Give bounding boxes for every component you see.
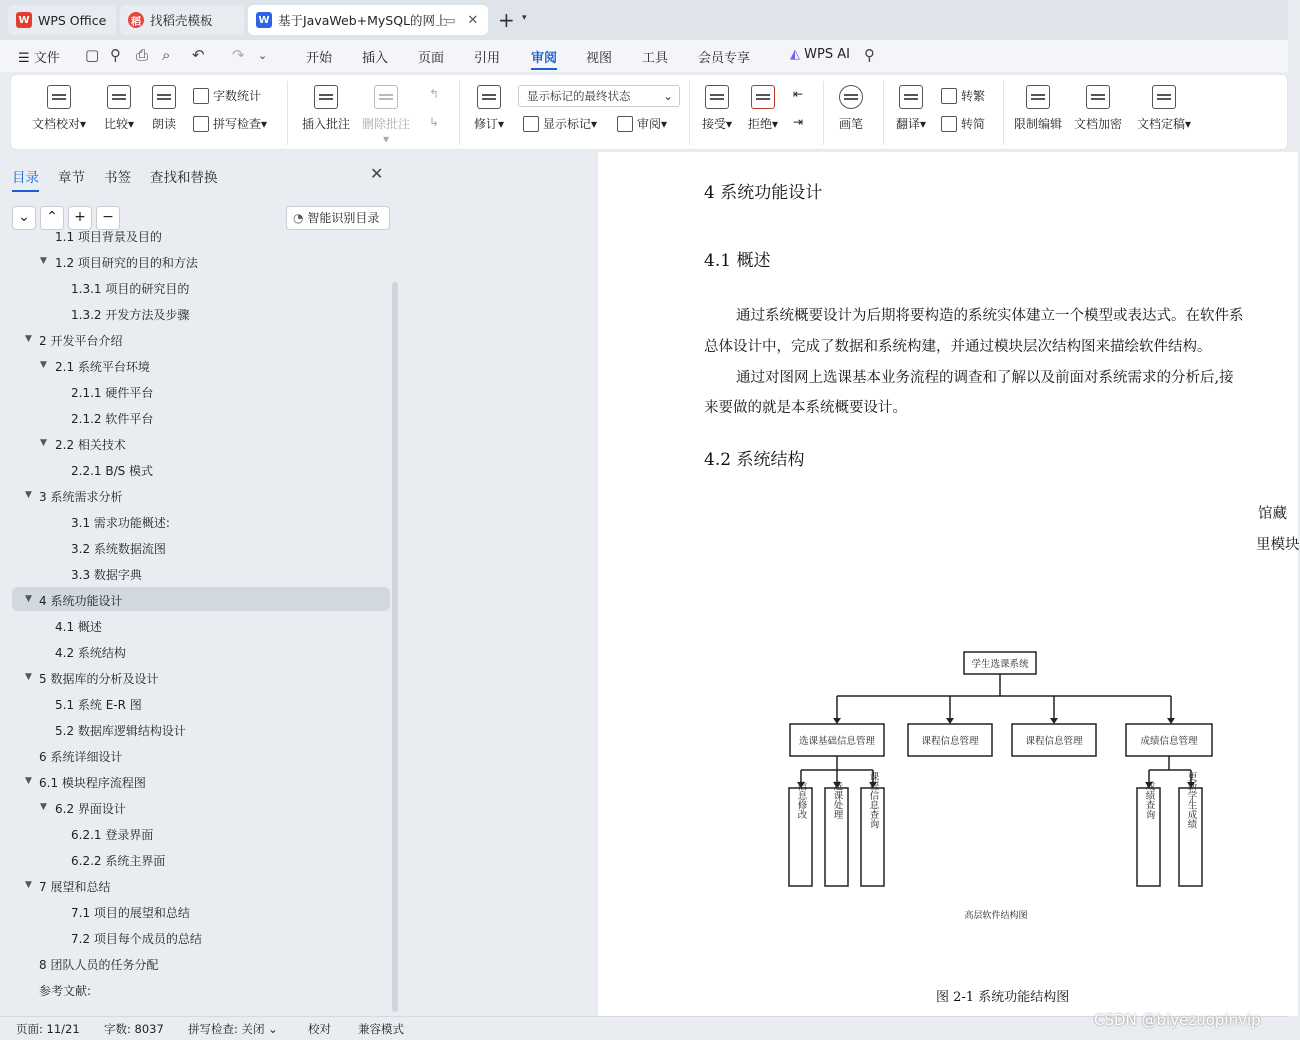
- finalize-label: 文档定稿: [1136, 117, 1185, 131]
- encrypt-label: 文档加密: [1073, 117, 1122, 131]
- toc-item[interactable]: 3.2 系统数据流图: [71, 542, 166, 556]
- file-label: 文件: [33, 51, 60, 66]
- remove-heading-button[interactable]: [96, 206, 120, 230]
- accept-label: 接受: [701, 117, 726, 131]
- menu-start[interactable]: 开始: [306, 51, 333, 66]
- to-traditional-button[interactable]: [941, 87, 985, 104]
- to-trad-label: 转繁: [961, 89, 986, 103]
- undo-icon[interactable]: ↶: [192, 46, 205, 64]
- toc-item[interactable]: 7 展望和总结: [39, 880, 111, 894]
- toc-item[interactable]: 3 系统需求分析: [39, 490, 123, 504]
- toc-item[interactable]: 2.2.1 B/S 模式: [71, 464, 154, 478]
- menu-tools[interactable]: 工具: [642, 51, 669, 66]
- chevron-down-icon: ⌄: [18, 209, 30, 225]
- menu-view[interactable]: 视图: [586, 51, 613, 66]
- toc-item[interactable]: 1.2 项目研究的目的和方法: [55, 256, 198, 270]
- menu-member[interactable]: 会员专享: [698, 51, 751, 66]
- save-icon[interactable]: ▢: [85, 46, 100, 64]
- leaf-label: 选课处理: [831, 781, 843, 819]
- review-ribbon: [10, 74, 1288, 150]
- compare-button[interactable]: 比较▾: [99, 85, 139, 132]
- toc-expand-icon[interactable]: ▼: [40, 360, 47, 370]
- prev-comment-icon[interactable]: ↰: [429, 87, 440, 101]
- menu-reference[interactable]: 引用: [474, 51, 501, 66]
- review-label: 审阅: [637, 117, 662, 131]
- toc-item[interactable]: 3.1 需求功能概述:: [71, 516, 170, 530]
- smart-toc-label: 智能识别目录: [307, 211, 380, 225]
- module-label: 成绩信息管理: [1140, 736, 1198, 747]
- toc-item[interactable]: 6.2 界面设计: [55, 802, 126, 816]
- new-tab-icon[interactable]: +: [498, 8, 515, 32]
- module-label: 课程信息管理: [1025, 736, 1083, 747]
- print-icon[interactable]: ⎙: [136, 46, 149, 64]
- accept-icon: [705, 85, 729, 109]
- toc-item[interactable]: 1.3.2 开发方法及步骤: [71, 308, 190, 322]
- spell-check-status[interactable]: 拼写检查: 关闭 ⌄: [188, 1022, 278, 1036]
- more-icon[interactable]: ⌄: [258, 49, 268, 62]
- reject-label: 拒绝: [747, 117, 772, 131]
- toc-expand-icon[interactable]: ▼: [25, 880, 32, 890]
- tab-wps-office[interactable]: [8, 5, 116, 35]
- wps-logo-icon: W: [16, 12, 32, 28]
- toc-item[interactable]: 5.2 数据库逻辑结构设计: [55, 724, 186, 738]
- revise-label: 修订: [473, 117, 498, 131]
- close-pane-icon[interactable]: ✕: [370, 164, 384, 183]
- root-label: 学生选课系统: [971, 659, 1029, 670]
- wps-ai-button[interactable]: [790, 47, 850, 62]
- spell-status-label: 拼写检查: 关闭: [188, 1022, 265, 1036]
- toc-item[interactable]: 7.2 项目每个成员的总结: [71, 932, 202, 946]
- spell-check-icon: [193, 116, 209, 132]
- doc-check-button[interactable]: 文档校对▾: [29, 85, 89, 132]
- ai-label: WPS AI: [804, 47, 850, 62]
- lock-doc-icon: [1026, 85, 1050, 109]
- toc-item[interactable]: 2.2 相关技术: [55, 438, 126, 452]
- toc-list: [0, 230, 390, 1014]
- translate-button[interactable]: 翻译▾: [893, 85, 929, 132]
- show-marks-button[interactable]: 显示标记 ▾: [523, 115, 597, 132]
- leaf-label: 更新学生成绩: [1185, 771, 1197, 829]
- menu-page[interactable]: 页面: [418, 51, 445, 66]
- tab-bookmark[interactable]: 书签: [104, 170, 131, 186]
- pen-label: 画笔: [838, 117, 863, 131]
- chevron-up-icon: ⌃: [46, 209, 58, 225]
- markup-state-value: 显示标记的最终状态: [527, 89, 631, 103]
- pen-icon: [839, 85, 863, 109]
- reject-button[interactable]: 拒绝▾: [745, 85, 781, 132]
- structure-diagram: [778, 648, 1228, 928]
- menu-insert[interactable]: 插入: [362, 51, 389, 66]
- comment-icon: [314, 85, 338, 109]
- monitor-icon: ▭: [445, 13, 456, 27]
- file-menu[interactable]: [18, 47, 60, 66]
- toc-item[interactable]: 7.1 项目的展望和总结: [71, 906, 190, 920]
- add-heading-button[interactable]: [68, 206, 92, 230]
- tab-bar: [0, 0, 1288, 40]
- tab-document[interactable]: [248, 5, 488, 35]
- print-preview-icon[interactable]: ⌕: [162, 46, 171, 64]
- ribbon-separator: [287, 81, 288, 145]
- redo-icon[interactable]: ↷: [232, 46, 245, 64]
- prev-change-icon[interactable]: ⇤: [793, 87, 804, 101]
- ribbon-separator: [823, 81, 824, 145]
- module-label: 选课基础信息管理: [798, 736, 876, 747]
- docer-logo-icon: 稻: [128, 12, 144, 28]
- tab-chapter[interactable]: 章节: [58, 170, 85, 186]
- markup-state-select[interactable]: [518, 85, 680, 107]
- collapse-up-button[interactable]: [40, 206, 64, 230]
- toc-item[interactable]: 5 数据库的分析及设计: [39, 672, 159, 686]
- accept-button[interactable]: 接受▾: [699, 85, 735, 132]
- next-change-icon[interactable]: ⇥: [793, 115, 804, 129]
- toc-item[interactable]: 4.1 概述: [55, 620, 102, 634]
- read-label: 朗读: [151, 117, 176, 131]
- compat-mode: 兼容模式: [358, 1022, 404, 1036]
- review-pane-button[interactable]: 审阅 ▾: [617, 115, 667, 132]
- proof-indicator[interactable]: 校对: [308, 1022, 331, 1036]
- paragraph-2-line-2: 来要做的就是本系统概要设计。: [704, 400, 907, 416]
- text-fragment-2: 里模块: [1256, 537, 1300, 553]
- to-simplified-button[interactable]: [941, 115, 985, 132]
- chevron-down-icon[interactable]: ▾: [522, 13, 527, 23]
- plus-icon: +: [74, 209, 86, 225]
- doc-check-icon: [47, 85, 71, 109]
- review-pane-icon: [617, 116, 633, 132]
- insert-comment-button[interactable]: [299, 85, 353, 132]
- reject-icon: [751, 85, 775, 109]
- tab-template[interactable]: [120, 5, 244, 35]
- restrict-edit-button[interactable]: [1013, 85, 1063, 132]
- tab-label: 找稻壳模板: [150, 13, 213, 28]
- leaf-label: 成绩查询: [1143, 781, 1155, 819]
- toc-item[interactable]: 6.1 模块程序流程图: [39, 776, 146, 790]
- encrypt-button[interactable]: [1073, 85, 1123, 132]
- toc-item[interactable]: 3.3 数据字典: [71, 568, 142, 582]
- heading-4-1: 4.1 概述: [704, 251, 771, 271]
- finalize-button[interactable]: 文档定稿▾: [1133, 85, 1195, 132]
- minus-icon: −: [102, 209, 114, 225]
- module-label: 课程信息管理: [921, 736, 979, 747]
- diagram-caption: 高层软件结构图: [964, 911, 1028, 921]
- word-count-label: 字数统计: [213, 89, 262, 103]
- delete-comment-icon: [374, 85, 398, 109]
- text-fragment-1: 馆藏: [1258, 506, 1287, 522]
- toc-item[interactable]: 6.2.1 登录界面: [71, 828, 154, 842]
- toc-item[interactable]: 2.1.1 硬件平台: [71, 386, 154, 400]
- toc-expand-icon[interactable]: ▼: [25, 334, 32, 344]
- toc-item[interactable]: 8 团队人员的任务分配: [39, 958, 159, 972]
- document-area: [400, 152, 1300, 1016]
- toc-item[interactable]: 6.2.2 系统主界面: [71, 854, 166, 868]
- revise-icon: [477, 85, 501, 109]
- tab-label: WPS Office: [38, 12, 107, 28]
- heading-4: 4 系统功能设计: [704, 183, 823, 203]
- page-indicator[interactable]: 页面: 11/21: [16, 1022, 80, 1036]
- menu-review[interactable]: 审阅: [531, 47, 557, 70]
- paragraph-1-line-1: 通过系统概要设计为后期将要构造的系统实体建立一个模型或表达式。在软件系: [736, 308, 1244, 324]
- finalize-doc-icon: [1152, 85, 1176, 109]
- paragraph-1-line-2: 总体设计中，完成了数据和系统构建，并通过模块层次结构图来描绘软件结构。: [704, 339, 1212, 355]
- figure-caption: 图 2-1 系统功能结构图: [936, 990, 1070, 1005]
- insert-comment-label: 插入批注: [301, 117, 350, 131]
- navigation-pane: [0, 152, 400, 1016]
- toc-item[interactable]: 1.1 项目背景及目的: [55, 230, 162, 244]
- toc-item[interactable]: 参考文献:: [39, 984, 92, 998]
- read-aloud-icon: [152, 85, 176, 109]
- toc-item[interactable]: 2.1.2 软件平台: [71, 412, 154, 426]
- toc-expand-icon[interactable]: ▼: [25, 594, 32, 604]
- doc-check-label: 文档校对: [31, 117, 80, 131]
- tab-find-replace[interactable]: 查找和替换: [150, 170, 218, 186]
- ribbon-separator: [459, 81, 460, 145]
- show-marks-icon: [523, 116, 539, 132]
- toc-item[interactable]: 2.1 系统平台环境: [55, 360, 150, 374]
- show-marks-label: 显示标记: [543, 117, 592, 131]
- ribbon-separator: [883, 81, 884, 145]
- toc-expand-icon[interactable]: ▼: [25, 490, 32, 500]
- toc-expand-icon[interactable]: ▼: [40, 802, 47, 812]
- status-bar: [0, 1011, 1288, 1040]
- spell-check-label: 拼写检查: [213, 117, 262, 131]
- toc-scrollbar[interactable]: [392, 282, 398, 1012]
- close-tab-icon[interactable]: ✕: [467, 12, 479, 28]
- spell-check-button[interactable]: 拼写检查 ▾: [193, 115, 267, 132]
- restrict-label: 限制编辑: [1013, 117, 1062, 131]
- toc-item[interactable]: 6 系统详细设计: [39, 750, 123, 764]
- paragraph-2-line-1: 通过对图网上选课基本业务流程的调查和了解以及前面对系统需求的分析后,接: [736, 370, 1234, 386]
- chevron-down-icon: ⌄: [663, 89, 673, 103]
- delete-comment-label: 删除批注: [361, 117, 410, 131]
- revise-button[interactable]: 修订▾: [469, 85, 509, 132]
- compare-icon: [107, 85, 131, 109]
- search-icon[interactable]: ⚲: [864, 46, 875, 64]
- simplified-icon: [941, 116, 957, 132]
- pen-button[interactable]: [835, 85, 867, 132]
- watermark-text: CSDN @biyezuopinvip: [1094, 1011, 1261, 1029]
- ribbon-separator: [1003, 81, 1004, 145]
- compare-label: 比较: [103, 117, 128, 131]
- encrypt-doc-icon: [1086, 85, 1110, 109]
- leaf-label: 课程信息查询: [867, 771, 879, 829]
- share-icon[interactable]: ⚲: [110, 46, 121, 64]
- toc-expand-icon[interactable]: ▼: [25, 672, 32, 682]
- heading-4-2: 4.2 系统结构: [704, 450, 805, 470]
- smart-toc-icon: ◔: [293, 211, 304, 225]
- translate-label: 翻译: [895, 117, 920, 131]
- toc-item[interactable]: 2 开发平台介绍: [39, 334, 123, 348]
- tab-toc[interactable]: 目录: [12, 166, 39, 192]
- delete-comment-button[interactable]: 删除批注▾: [359, 85, 413, 146]
- menu-bar: [0, 40, 1288, 72]
- toc-expand-icon[interactable]: ▼: [25, 776, 32, 786]
- hamburger-icon: ☰: [18, 51, 30, 66]
- word-count-icon: [193, 88, 209, 104]
- toc-item[interactable]: 1.3.1 项目的研究目的: [71, 282, 190, 296]
- toc-expand-icon[interactable]: ▼: [40, 438, 47, 448]
- translate-icon: [899, 85, 923, 109]
- word-count-indicator[interactable]: 字数: 8037: [104, 1022, 164, 1036]
- to-simp-label: 转简: [961, 117, 986, 131]
- word-count-button[interactable]: [193, 87, 261, 104]
- smart-toc-button[interactable]: [286, 206, 390, 230]
- document-page[interactable]: [598, 152, 1298, 1016]
- writer-doc-icon: W: [256, 12, 272, 28]
- toc-item[interactable]: 4 系统功能设计: [39, 594, 123, 608]
- next-comment-icon[interactable]: ↳: [429, 115, 440, 129]
- read-aloud-button[interactable]: [147, 85, 181, 132]
- toc-item[interactable]: 4.2 系统结构: [55, 646, 126, 660]
- traditional-icon: [941, 88, 957, 104]
- tab-label: 基于JavaWeb+MySQL的网上: [278, 13, 448, 28]
- toc-item[interactable]: 5.1 系统 E-R 图: [55, 698, 142, 712]
- toc-expand-icon[interactable]: ▼: [40, 256, 47, 266]
- ai-icon: ◭: [790, 47, 800, 62]
- expand-down-button[interactable]: [12, 206, 36, 230]
- leaf-label: 信息修改: [795, 781, 807, 819]
- ribbon-separator: [689, 81, 690, 145]
